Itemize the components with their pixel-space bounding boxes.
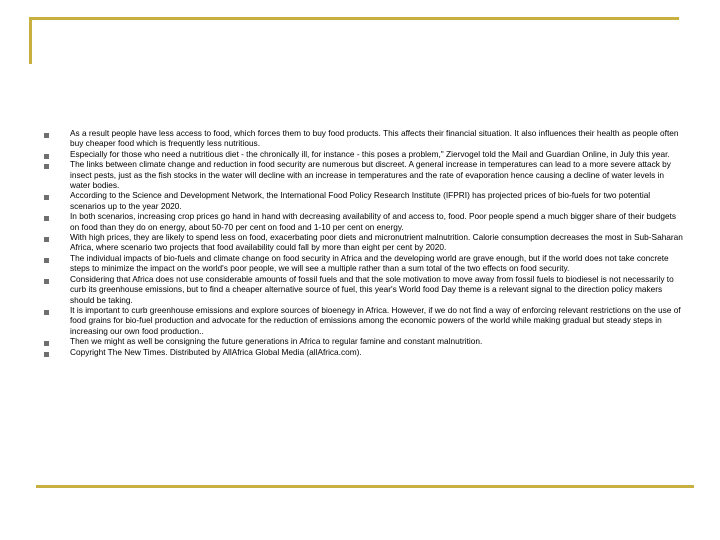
square-bullet-icon bbox=[44, 336, 70, 346]
square-bullet-icon bbox=[44, 232, 70, 242]
square-bullet-icon bbox=[44, 253, 70, 263]
list-item bbox=[44, 253, 684, 274]
square-bullet-icon bbox=[44, 128, 70, 138]
list-item bbox=[44, 128, 684, 149]
square-bullet-icon bbox=[44, 211, 70, 221]
paragraph-text: Then we might as well be consigning the future generations in Africa to regular famine and constant malnutrition. bbox=[70, 336, 483, 347]
square-bullet-icon bbox=[44, 347, 70, 357]
list-item bbox=[44, 305, 684, 336]
paragraph-text: Especially for those who need a nutritious diet - the chronically ill, for instance - this poses a problem," Ziervogel told the Mail and Guardian Online, in July this year. bbox=[70, 148, 670, 159]
list-item bbox=[44, 347, 684, 357]
square-bullet-icon bbox=[44, 305, 70, 315]
square-bullet-icon bbox=[44, 159, 70, 169]
list-item bbox=[44, 274, 684, 305]
paragraph-text: The links between climate change and reduction in food security are numerous but discreet. A general increase in temperatures can lead to a more severe attack by insect pests, just as the fish stocks in the water will decline with an increase in temperatures and the rate of evaporation hence causing a decline of water levels in water bodies. bbox=[70, 159, 671, 191]
paragraph-text: With high prices, they are likely to spend less on food, exacerbating poor diets and micronutrient malnutrition. Calorie consumption decreases the most in Sub-Saharan Africa, where scenario two projects that food availability could fall by more than eight per cent by 2020. bbox=[70, 232, 683, 253]
paragraph-text: Copyright The New Times. Distributed by AllAfrica Global Media (allAfrica.com). bbox=[70, 346, 362, 357]
paragraph-text: The individual impacts of bio-fuels and climate change on food security in Africa and the developing world are grave enough, but if the world does not take concrete steps to minimize the impact on the world's poor people, we will see a multiple rather than a sum total of the two effects on food security. bbox=[70, 252, 669, 274]
list-item bbox=[44, 211, 684, 232]
square-bullet-icon bbox=[44, 149, 70, 159]
bullet-list bbox=[44, 128, 684, 357]
square-bullet-icon bbox=[44, 190, 70, 200]
slide-frame-left-rule bbox=[29, 17, 32, 64]
list-item bbox=[44, 232, 684, 253]
paragraph-text: According to the Science and Development Network, the International Food Policy Research Institute (IFPRI) has projected prices of bio-fuels for two potential scenarios up to the year 2020. bbox=[70, 190, 651, 211]
slide-frame-bottom-rule bbox=[36, 485, 694, 488]
paragraph-text: As a result people have less access to food, which forces them to buy food products. This affects their financial situation. It also influences their health as people often buy cheaper food which is frequently less nutritious. bbox=[70, 128, 679, 149]
list-item bbox=[44, 159, 684, 190]
list-item bbox=[44, 149, 684, 159]
list-item bbox=[44, 190, 684, 211]
paragraph-text: It is important to curb greenhouse emissions and explore sources of bioenegy in Africa. However, if we do not find a way of enforcing relevant restrictions on the use of food grains for bio-fuel production and advocate for the reduction of emissions among the economic powers of the world while making gradual but steady steps in increasing our own food production.. bbox=[70, 304, 681, 336]
slide-frame-top-rule bbox=[29, 17, 679, 20]
paragraph-text: Considering that Africa does not use considerable amounts of fossil fuels and that the sole motivation to move away from fossil fuels to biodiesel is not necessarily to curb its greenhouse emissions, but to find a cheaper alternative source of fuel, this year's World food Day theme is a relevant signal to the direction policy makers should be taking. bbox=[70, 273, 674, 305]
paragraph-text: In both scenarios, increasing crop prices go hand in hand with decreasing availability of and access to, food. Poor people spend a much bigger share of their budgets on food than they do on energy, about 50-70 per cent on food and 1-10 per cent on energy. bbox=[70, 211, 677, 232]
list-item bbox=[44, 336, 684, 346]
square-bullet-icon bbox=[44, 274, 70, 284]
